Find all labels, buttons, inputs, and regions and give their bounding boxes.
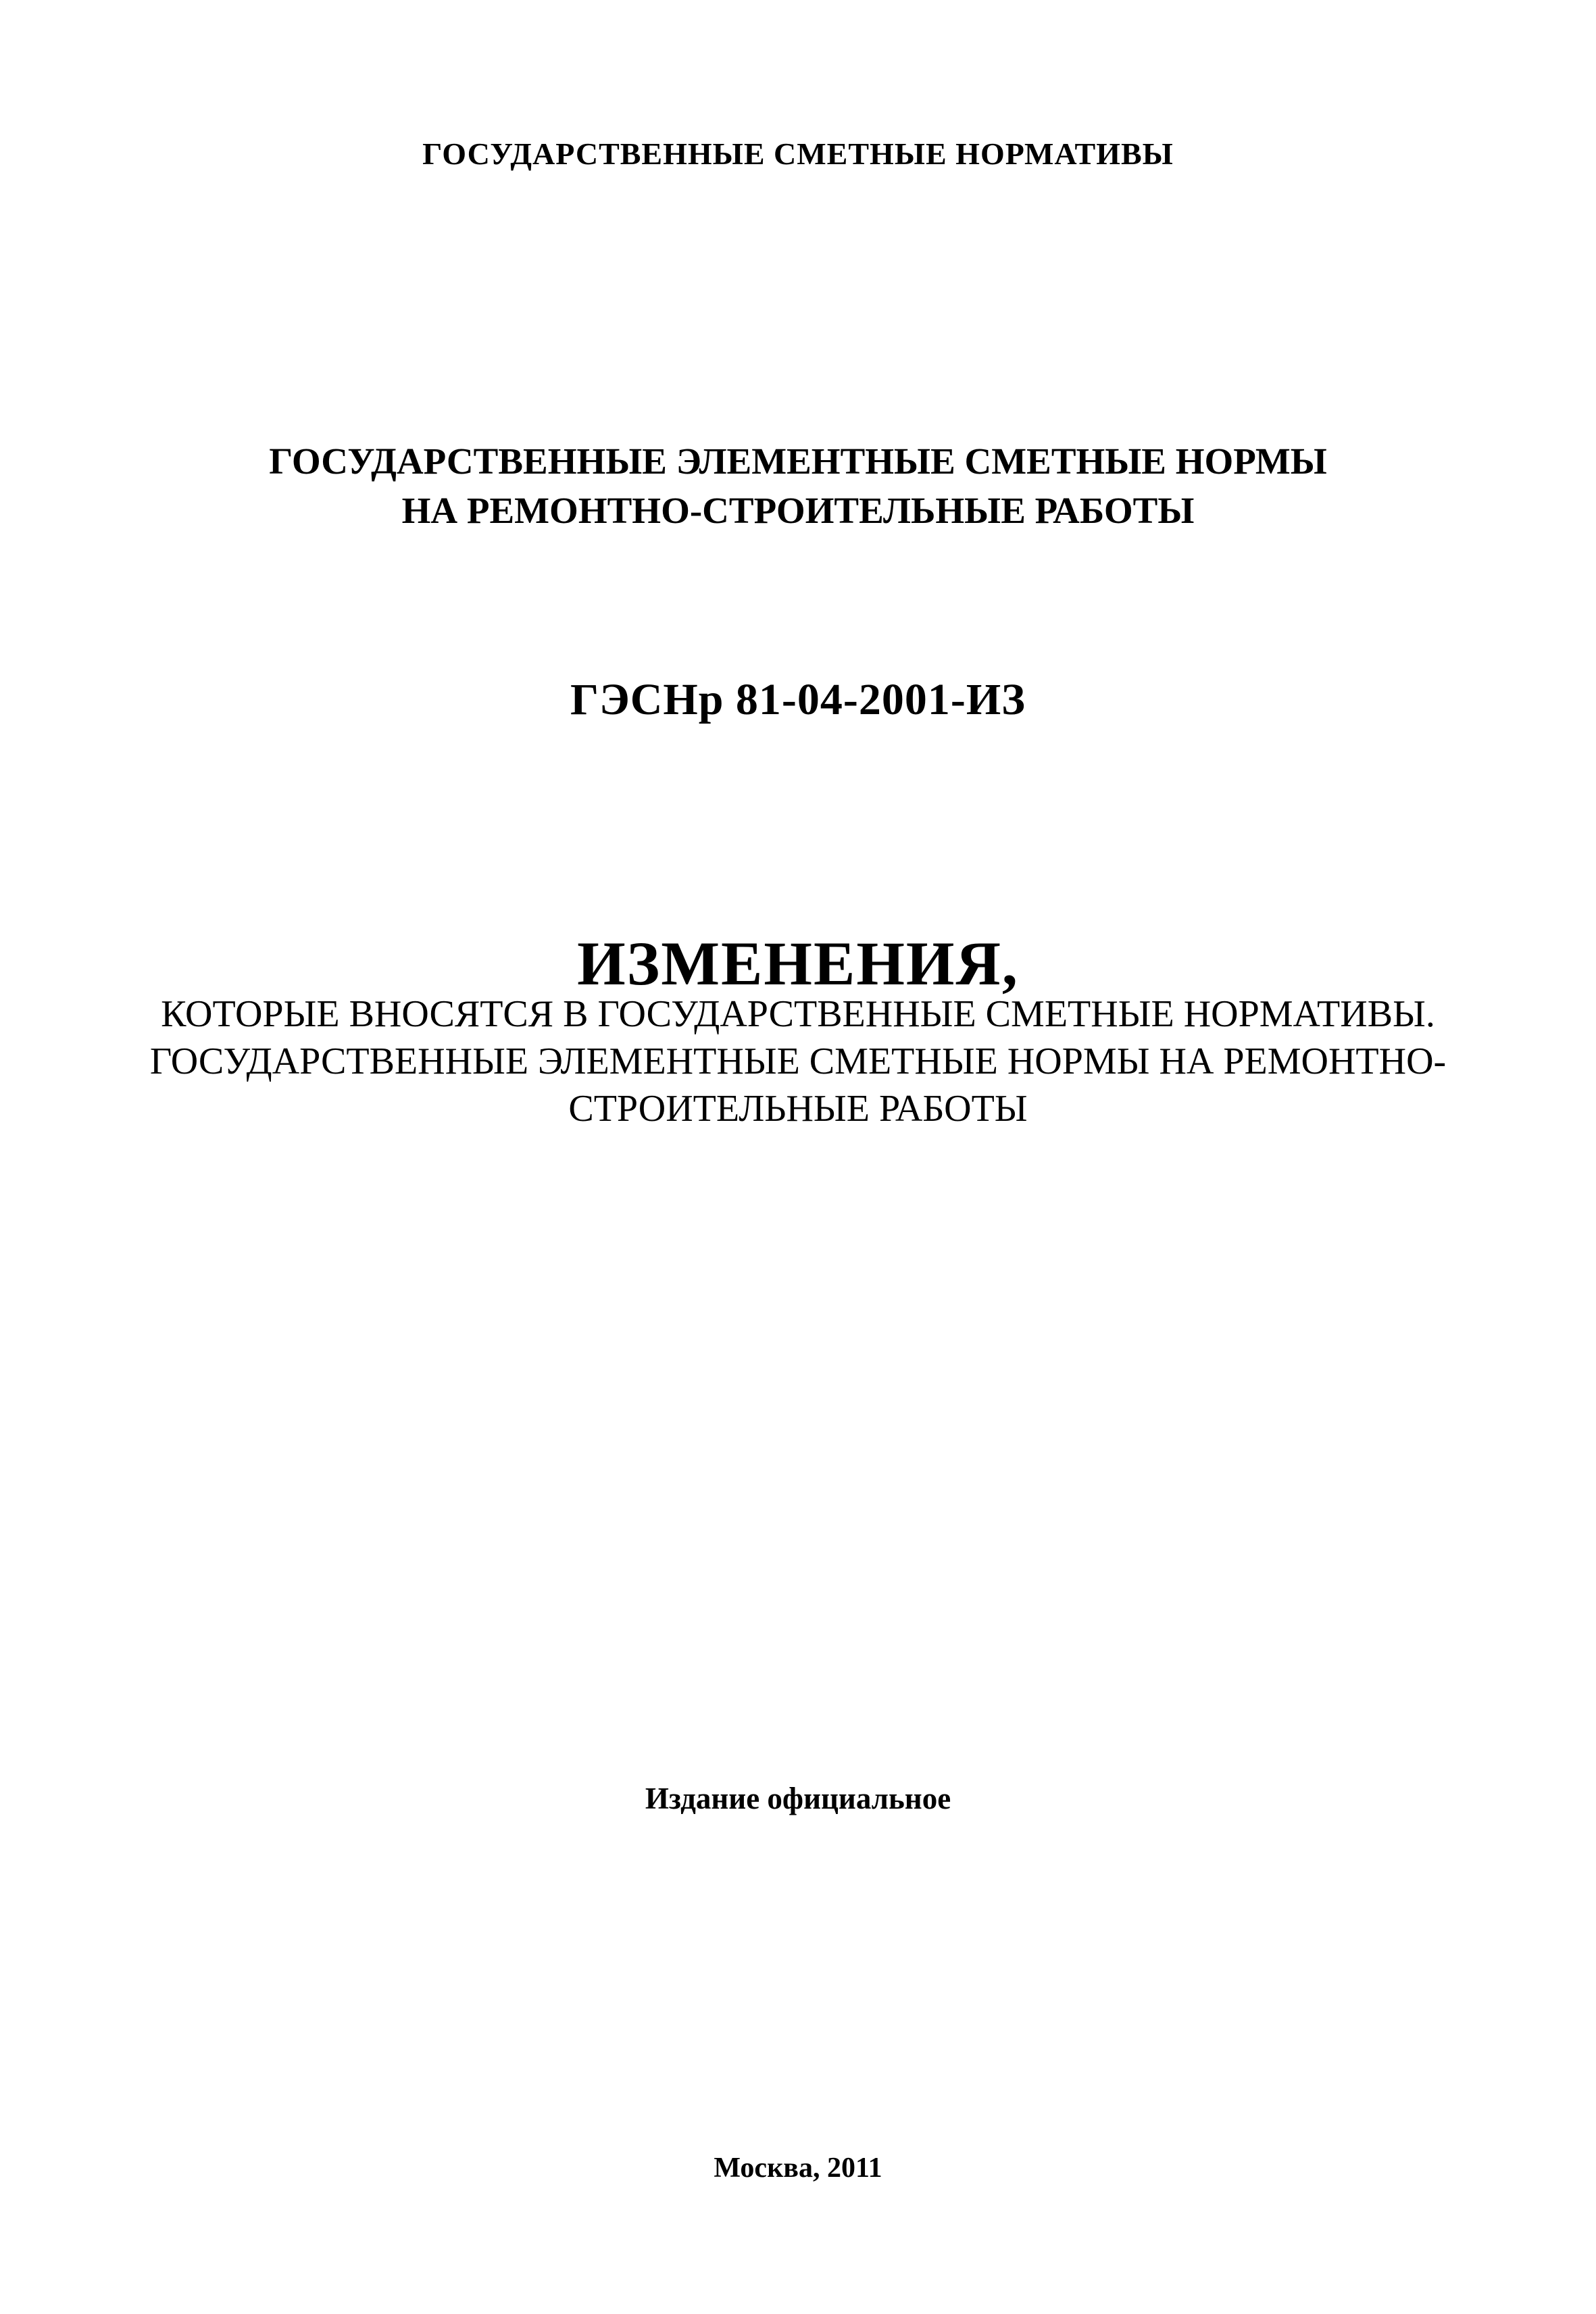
collection-title-line-2: НА РЕМОНТНО-СТРОИТЕЛЬНЫЕ РАБОТЫ	[401, 490, 1195, 531]
collection-title-line-1: ГОСУДАРСТВЕННЫЕ ЭЛЕМЕНТНЫЕ СМЕТНЫЕ НОРМЫ	[269, 441, 1327, 482]
changes-heading: ИЗМЕНЕНИЯ,	[577, 929, 1019, 998]
document-code: ГЭСНр 81-04-2001-ИЗ	[570, 675, 1026, 724]
description-line-3: СТРОИТЕЛЬНЫЕ РАБОТЫ	[568, 1088, 1028, 1130]
description-line-2: ГОСУДАРСТВЕННЫЕ ЭЛЕМЕНТНЫЕ СМЕТНЫЕ НОРМЫ НА РЕМОНТНО-	[149, 1040, 1447, 1082]
edition-note: Издание официальное	[645, 1782, 951, 1815]
description-line-1: КОТОРЫЕ ВНОСЯТСЯ В ГОСУДАРСТВЕННЫЕ СМЕТНЫЕ НОРМАТИВЫ.	[161, 993, 1435, 1035]
place-year: Москва, 2011	[714, 2153, 882, 2184]
series-title: ГОСУДАРСТВЕННЫЕ СМЕТНЫЕ НОРМАТИВЫ	[422, 136, 1174, 171]
